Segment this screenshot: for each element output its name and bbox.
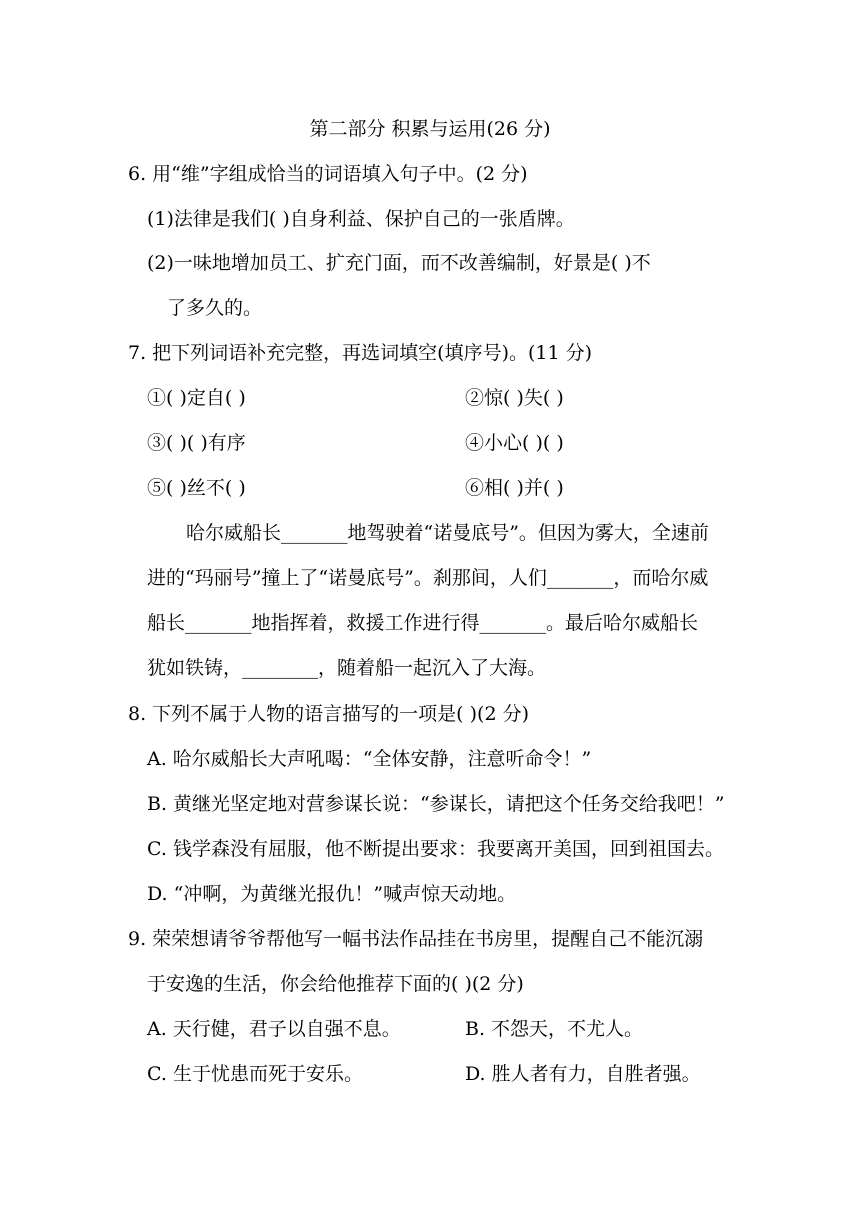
q7-passage-line-2: 进的“玛丽号”撞上了“诺曼底号”。刹那间，人们_______，而哈尔威: [147, 567, 709, 589]
q6-stem: 6. 用“维”字组成恰当的词语填入句子中。(2 分): [128, 163, 528, 185]
q7-word-6: ⑥相( )并( ): [465, 477, 564, 499]
q7-passage-line-3: 船长_______地指挥着，救援工作进行得_______。最后哈尔威船长: [147, 612, 699, 634]
q9-option-c: C. 生于忧患而死于安乐。: [147, 1063, 363, 1085]
q8-option-a: A. 哈尔威船长大声吼喝：“全体安静，注意听命令！”: [147, 748, 592, 770]
q8-stem: 8. 下列不属于人物的语言描写的一项是( )(2 分): [128, 703, 529, 725]
q8-option-b: B. 黄继光坚定地对营参谋长说：“参谋长，请把这个任务交给我吧！”: [147, 793, 725, 815]
q6-item-2-line-2: 了多久的。: [167, 297, 263, 319]
section-title: 第二部分 积累与运用(26 分): [309, 118, 551, 140]
q9-stem-line-2: 于安逸的生活，你会给他推荐下面的( )(2 分): [147, 973, 524, 995]
q9-stem-line-1: 9. 荣荣想请爷爷帮他写一幅书法作品挂在书房里，提醒自己不能沉溺: [128, 928, 704, 950]
q9-option-a: A. 天行健，君子以自强不息。: [147, 1018, 401, 1040]
q7-passage-line-4: 犹如铁铸，________，随着船一起沉入了大海。: [147, 657, 547, 679]
q7-word-3: ③( )( )有序: [147, 432, 246, 454]
q7-word-5: ⑤( )丝不( ): [147, 477, 246, 499]
q7-stem: 7. 把下列词语补充完整，再选词填空(填序号)。(11 分): [128, 342, 593, 364]
q8-option-d: D. “冲啊，为黄继光报仇！”喊声惊天动地。: [147, 883, 517, 905]
q8-option-c: C. 钱学森没有屈服，他不断提出要求：我要离开美国，回到祖国去。: [147, 838, 724, 860]
q6-item-2-line-1: (2)一味地增加员工、扩充门面，而不改善编制，好景是( )不: [147, 252, 651, 274]
q9-option-b: B. 不怨天，不尤人。: [465, 1018, 644, 1040]
q7-word-4: ④小心( )( ): [465, 432, 564, 454]
q7-passage-line-1: 哈尔威船长_______地驾驶着“诺曼底号”。但因为雾大，全速前: [186, 522, 709, 544]
q7-word-1: ①( )定自( ): [147, 387, 246, 409]
q7-word-2: ②惊( )失( ): [465, 387, 564, 409]
q9-option-d: D. 胜人者有力，自胜者强。: [465, 1063, 701, 1085]
q6-item-1: (1)法律是我们( )自身利益、保护自己的一张盾牌。: [147, 208, 575, 230]
